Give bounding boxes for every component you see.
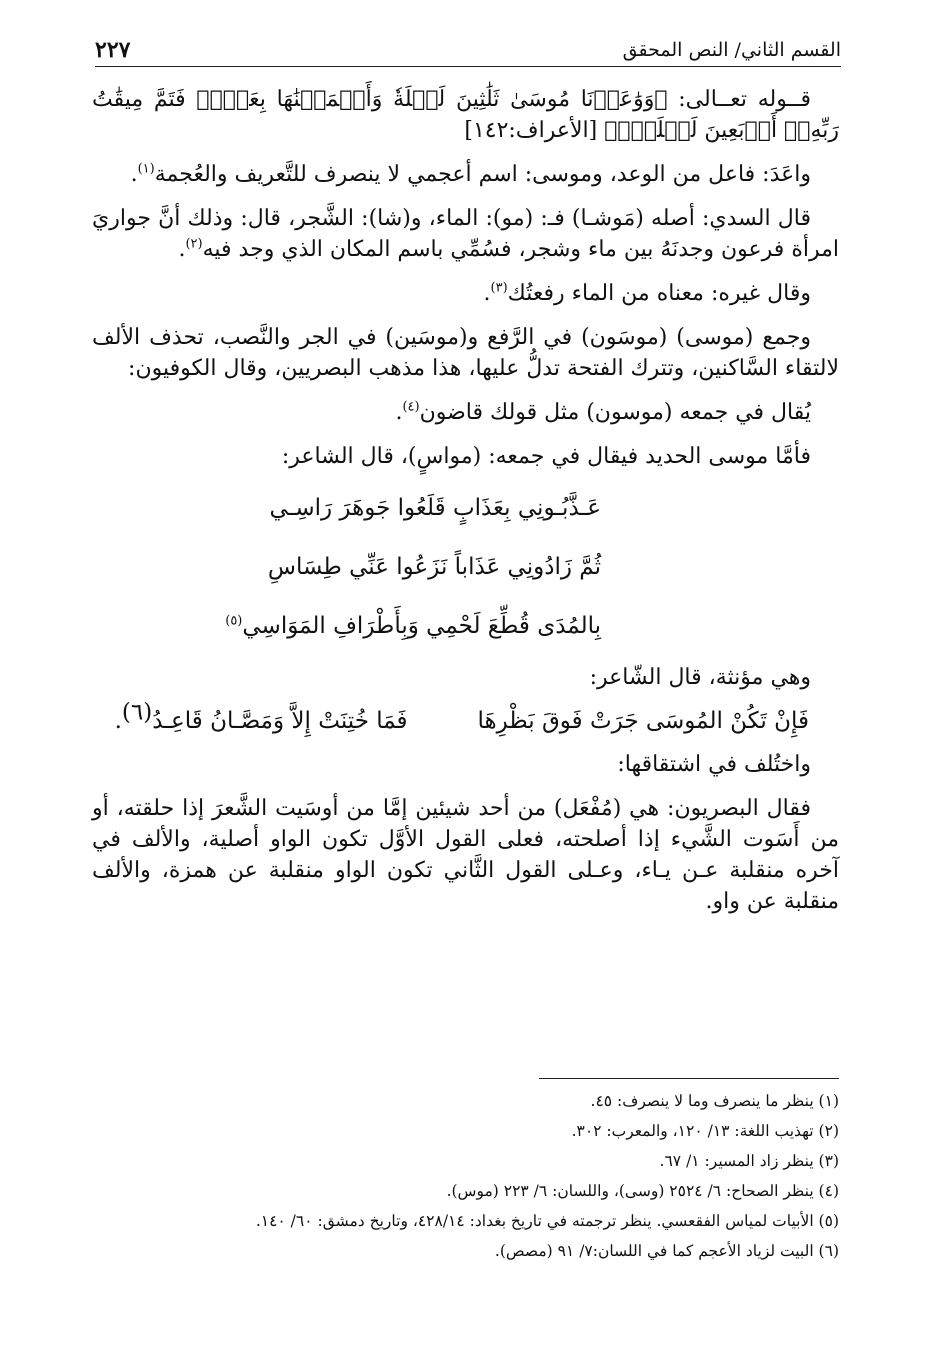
paragraph-basrans	[92, 793, 839, 917]
footnote-divider	[539, 1078, 839, 1079]
footnote-3: (٣) ينظر زاد المسير: ١/ ٦٧.	[659, 1152, 839, 1170]
paragraph-text: فأمَّا موسى الحديد فيقال في جمعه: (مواسٍ)، قال الشاعر:	[281, 444, 811, 469]
page-number: ٢٢٧	[95, 37, 131, 63]
paragraph-text: وجمع (موسى) (موسَون) في الرَّفع و(موسَين) في الجر والنَّصب، تحذف الألف لالتقاء السَّاكنين، وتترك الفتحة تدلُّ عليها، هذا مذهب البصريين، وقال الكوفيون:	[92, 325, 839, 381]
paragraph-suddi	[92, 203, 839, 265]
footnote-5: (٥) الأبيات لمياس الفقعسي. ينظر ترجمته في تاريخ بغداد: ٤٢٨/١٤، وتاريخ دمشق: ٦٠/ ١٤٠.	[255, 1212, 839, 1230]
paragraph-other	[92, 278, 839, 309]
paragraph-text: فقال البصريون: هي (مُفْعَل) من أحد شيئين إمَّا من أوسَيت الشَّعرَ إذا حلقته، أو من أَسَوت الشَّيء إذا أصلحته، فعلى القول الأوَّل تكون الواو أصلية، والألف في آخره منقلبة عـن يـاء، وعـلى القول الثَّاني تكون الواو منقلبة عن همزة، والألف منقلبة عن واو.	[92, 796, 839, 914]
poem-couplet	[92, 699, 839, 737]
paragraph-text: واعَدَ: فاعل من الوعد، وموسى: اسم أعجمي لا ينصرف للتَّعريف والعُجمة	[154, 162, 811, 187]
page-header	[95, 32, 841, 67]
footnote-2: (٢) تهذيب اللغة: ١٣/ ١٢٠، والمعرب: ٣٠٢.	[571, 1122, 839, 1140]
footnotes	[92, 1086, 839, 1266]
paragraph-text: قال السدي: أصله (مَوشـا) فـ: (مو): الماء، و(شا): الشَّجر، قال: وذلك أنَّ جواريَ امرأة فرعون وجدنَهُ بين ماء وشجر، فسُمِّي باسم المكان الذي وجد فيه	[92, 206, 839, 262]
paragraph-razor	[92, 441, 839, 472]
footnote-ref-5: (٥)	[225, 613, 243, 629]
paragraph-text: وهي مؤنثة، قال الشّاعر:	[589, 665, 811, 690]
period: .	[114, 708, 122, 734]
paragraph-text: واختُلف في اشتقاقها:	[617, 752, 811, 777]
paragraph-quran-verse	[92, 84, 839, 146]
paragraph-plural	[92, 322, 839, 384]
footnote-ref-6: (٦)	[121, 699, 153, 726]
couplet-second-hemistich	[114, 699, 408, 737]
footnote-ref-3: (٣)	[490, 280, 508, 296]
footnote-ref-1: (١)	[137, 161, 155, 177]
footnote-4: (٤) ينظر الصحاح: ٦/ ٢٥٢٤ (وسى)، واللسان: ٦/ ٢٢٣ (موس).	[446, 1182, 839, 1200]
paragraph-derivation	[92, 749, 839, 780]
footnote-ref-2: (٢)	[185, 236, 203, 252]
verse-line-2: ثُمَّ زَادُونِي عَذَاباً نَزَعُوا عَنِّي طِسَاسِ	[267, 554, 601, 580]
main-text	[92, 84, 839, 930]
couplet-first-hemistich: فَإِنْ تَكُنْ المُوسَى جَرَتْ فَوقَ بَظْرِهَا	[477, 708, 809, 734]
period: .	[483, 281, 491, 306]
period: .	[178, 237, 186, 262]
quran-verse-text: قــوله تعــالى: ﴿وَوَٰعَدۡنَا مُوسَىٰ ثَلَٰثِينَ لَيۡلَةٗ وَأَتۡمَمۡنَٰهَا بِعَشۡرٖ فَتَمَّ مِيقَٰتُ رَبِّهِۦٓ أَرۡبَعِينَ لَيۡلَةٗۚ﴾ [الأعراف:١٤٢]	[92, 87, 839, 143]
verse-line-1: عَـذَّبُـونِي بِعَذَابٍ قَلَعُوا جَوهَرَ رَاسِـي	[269, 495, 601, 521]
verse-text: فَمَا خُتِنَتْ إِلاَّ وَمَصَّـانُ قَاعِـدُ	[152, 708, 408, 734]
footnote-6: (٦) البيت لزياد الأعجم كما في اللسان:٧/ ٩١ (مصص).	[494, 1242, 839, 1260]
paragraph-text: وقال غيره: معناه من الماء رفعتُك	[507, 281, 811, 306]
running-title: القسم الثاني/ النص المحقق	[622, 39, 841, 61]
paragraph-waada	[92, 159, 839, 190]
paragraph-feminine	[92, 662, 839, 693]
verse-line-3	[92, 603, 629, 649]
paragraph-text: يُقال في جمعه (موسون) مثل قولك قاضون	[419, 400, 811, 425]
period: .	[130, 162, 138, 187]
footnote-1: (١) ينظر ما ينصرف وما لا ينصرف: ٤٥.	[590, 1092, 839, 1110]
period: .	[395, 400, 403, 425]
paragraph-kufan	[92, 397, 839, 428]
verse-text: بِالمُدَى قُطِّعَ لَحْمِي وَبِأَطْرَافِ المَوَاسِي	[242, 613, 601, 639]
poem-verses	[92, 485, 839, 649]
footnote-ref-4: (٤)	[402, 399, 420, 415]
